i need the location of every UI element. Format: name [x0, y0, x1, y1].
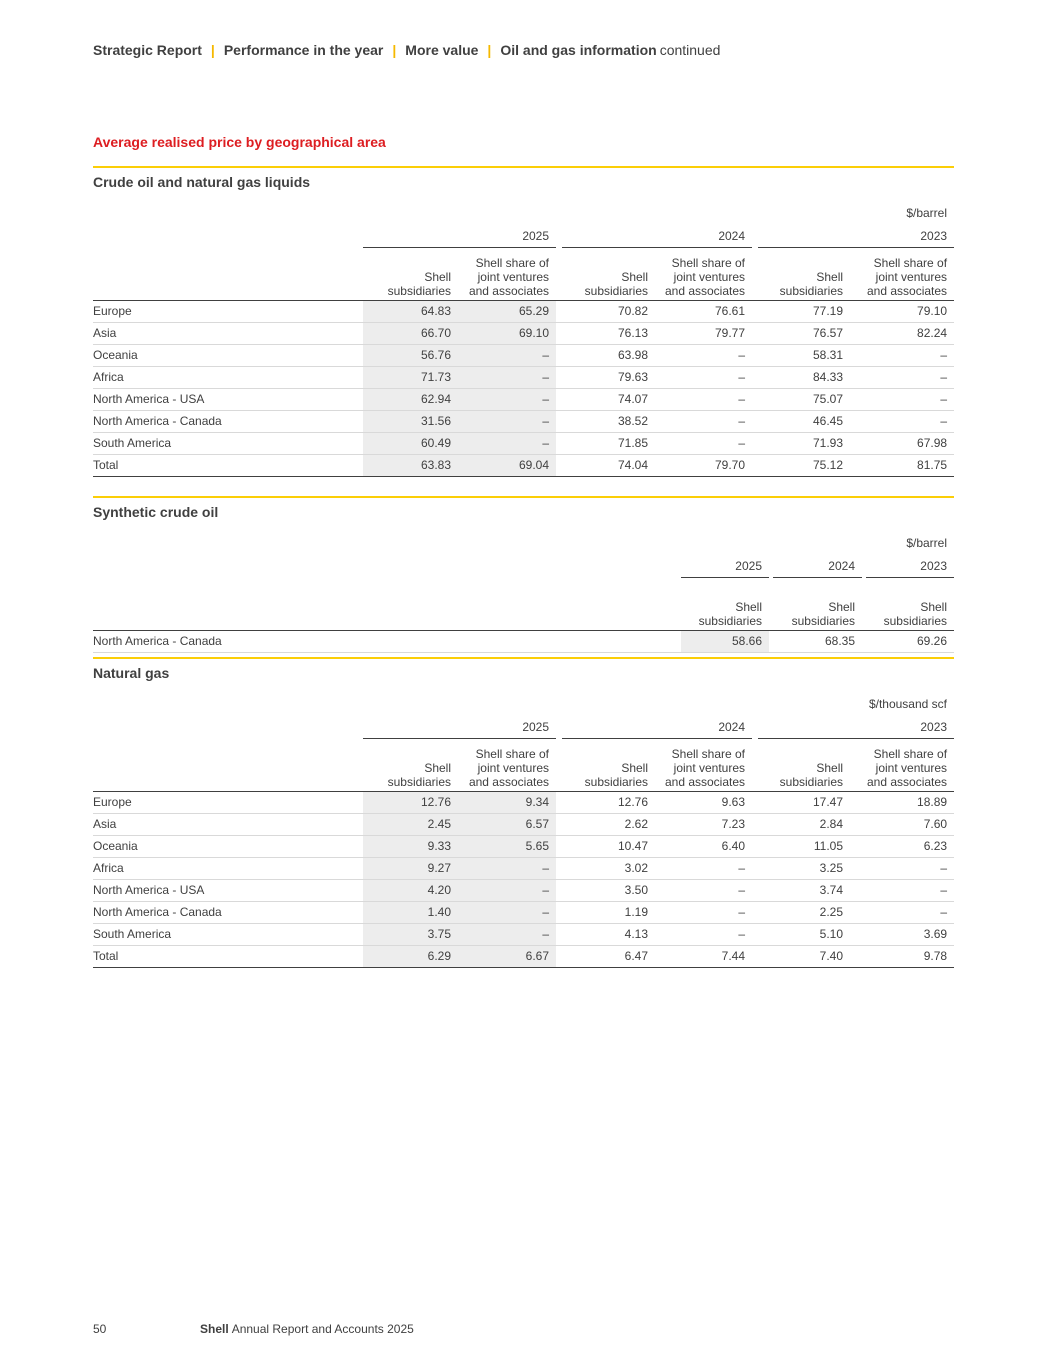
- table-row: [93, 301, 954, 323]
- value-cell: 7.60: [850, 814, 954, 836]
- value-cell: 66.70: [363, 323, 458, 345]
- section-title: Average realised price by geographical area: [93, 134, 386, 150]
- col-shell-subsidiaries: Shell subsidiaries: [562, 248, 655, 301]
- year-2023: 2023: [758, 716, 954, 739]
- column-header-row: [93, 248, 954, 301]
- value-cell: 75.07: [758, 389, 850, 411]
- table-row: [93, 858, 954, 880]
- value-cell: 2.25: [758, 902, 850, 924]
- year-header-row: [93, 555, 954, 578]
- breadcrumb-item[interactable]: More value: [405, 42, 479, 58]
- table-row: [93, 924, 954, 946]
- row-label: North America - USA: [93, 880, 363, 902]
- value-cell: 2.84: [758, 814, 850, 836]
- value-cell: 69.26: [866, 630, 954, 652]
- year-2023: 2023: [866, 555, 954, 578]
- natural-gas-block: [93, 657, 954, 968]
- value-cell: –: [850, 411, 954, 433]
- value-cell: –: [458, 880, 556, 902]
- value-cell: 4.13: [562, 924, 655, 946]
- table-row: [93, 630, 954, 652]
- value-cell: 1.19: [562, 902, 655, 924]
- col-shell-subsidiaries: Shell subsidiaries: [363, 739, 458, 792]
- value-cell: –: [655, 345, 752, 367]
- table-row: [93, 389, 954, 411]
- value-cell: 3.02: [562, 858, 655, 880]
- row-label: North America - Canada: [93, 902, 363, 924]
- value-cell: 64.83: [363, 301, 458, 323]
- crude-oil-unit: $/barrel: [906, 206, 947, 220]
- value-cell: –: [655, 924, 752, 946]
- value-cell: 79.10: [850, 301, 954, 323]
- value-cell: 71.93: [758, 433, 850, 455]
- row-label: Oceania: [93, 345, 363, 367]
- row-label: Oceania: [93, 836, 363, 858]
- page-footer: [93, 1322, 414, 1336]
- value-cell: 6.23: [850, 836, 954, 858]
- table-row: [93, 880, 954, 902]
- value-cell: 79.77: [655, 323, 752, 345]
- column-header-row: [93, 578, 954, 631]
- value-cell: –: [655, 411, 752, 433]
- value-cell: –: [458, 902, 556, 924]
- value-cell: 2.62: [562, 814, 655, 836]
- value-cell: 10.47: [562, 836, 655, 858]
- year-header-row: [93, 716, 954, 739]
- value-cell: 9.63: [655, 792, 752, 814]
- total-row: [93, 946, 954, 968]
- total-row: [93, 455, 954, 477]
- value-cell: 1.40: [363, 902, 458, 924]
- breadcrumb-separator: |: [210, 42, 215, 58]
- value-cell: 9.34: [458, 792, 556, 814]
- col-shell-share-jv: Shell share of joint ventures and associates: [850, 248, 954, 301]
- row-label: South America: [93, 433, 363, 455]
- value-cell: 2.45: [363, 814, 458, 836]
- value-cell: 6.40: [655, 836, 752, 858]
- value-cell: 12.76: [363, 792, 458, 814]
- breadcrumb-suffix: continued: [659, 42, 721, 58]
- row-label: Asia: [93, 814, 363, 836]
- value-cell: –: [458, 433, 556, 455]
- value-cell: 76.57: [758, 323, 850, 345]
- value-cell: 77.19: [758, 301, 850, 323]
- row-label: North America - Canada: [93, 411, 363, 433]
- row-label: Europe: [93, 792, 363, 814]
- value-cell: –: [850, 389, 954, 411]
- value-cell: 31.56: [363, 411, 458, 433]
- value-cell: 3.50: [562, 880, 655, 902]
- breadcrumb-separator: |: [487, 42, 492, 58]
- year-2025: 2025: [363, 716, 556, 739]
- value-cell: 6.29: [363, 946, 458, 968]
- value-cell: 3.74: [758, 880, 850, 902]
- year-2025: 2025: [363, 225, 556, 248]
- value-cell: 6.67: [458, 946, 556, 968]
- value-cell: –: [458, 367, 556, 389]
- value-cell: –: [458, 924, 556, 946]
- natural-gas-title: Natural gas: [93, 665, 170, 681]
- col-shell-share-jv: Shell share of joint ventures and associates: [850, 739, 954, 792]
- year-2023: 2023: [758, 225, 954, 248]
- natural-gas-table: [93, 716, 954, 968]
- breadcrumb: [93, 42, 720, 58]
- breadcrumb-item[interactable]: Performance in the year: [223, 42, 384, 58]
- row-label: Total: [93, 455, 363, 477]
- value-cell: 81.75: [850, 455, 954, 477]
- value-cell: –: [850, 858, 954, 880]
- table-row: [93, 792, 954, 814]
- value-cell: 70.82: [562, 301, 655, 323]
- value-cell: 60.49: [363, 433, 458, 455]
- value-cell: 6.47: [562, 946, 655, 968]
- breadcrumb-separator: |: [392, 42, 397, 58]
- value-cell: –: [458, 411, 556, 433]
- value-cell: –: [458, 389, 556, 411]
- table-row: [93, 345, 954, 367]
- col-shell-subsidiaries: Shell subsidiaries: [758, 248, 850, 301]
- value-cell: –: [850, 345, 954, 367]
- table-row: [93, 367, 954, 389]
- table-row: [93, 323, 954, 345]
- value-cell: 7.23: [655, 814, 752, 836]
- value-cell: 38.52: [562, 411, 655, 433]
- value-cell: –: [655, 433, 752, 455]
- row-label: Asia: [93, 323, 363, 345]
- value-cell: 71.85: [562, 433, 655, 455]
- row-label: Total: [93, 946, 363, 968]
- synthetic-crude-title: Synthetic crude oil: [93, 504, 219, 520]
- value-cell: –: [655, 389, 752, 411]
- value-cell: 69.10: [458, 323, 556, 345]
- synthetic-crude-block: [93, 496, 954, 653]
- value-cell: 9.27: [363, 858, 458, 880]
- year-2025: 2025: [681, 555, 769, 578]
- value-cell: 82.24: [850, 323, 954, 345]
- value-cell: 46.45: [758, 411, 850, 433]
- col-shell-subsidiaries: Shell subsidiaries: [562, 739, 655, 792]
- col-shell-share-jv: Shell share of joint ventures and associates: [458, 248, 556, 301]
- value-cell: 84.33: [758, 367, 850, 389]
- value-cell: –: [850, 902, 954, 924]
- value-cell: 3.69: [850, 924, 954, 946]
- col-shell-subsidiaries: Shell subsidiaries: [363, 248, 458, 301]
- value-cell: 9.33: [363, 836, 458, 858]
- value-cell: 12.76: [562, 792, 655, 814]
- value-cell: 56.76: [363, 345, 458, 367]
- value-cell: 74.04: [562, 455, 655, 477]
- row-label: North America - Canada: [93, 630, 681, 652]
- value-cell: 5.10: [758, 924, 850, 946]
- value-cell: 6.57: [458, 814, 556, 836]
- value-cell: 58.31: [758, 345, 850, 367]
- natural-gas-unit: $/thousand scf: [868, 697, 947, 711]
- value-cell: 4.20: [363, 880, 458, 902]
- footer-brand: Shell: [200, 1322, 229, 1336]
- value-cell: –: [655, 902, 752, 924]
- col-shell-subsidiaries: Shell subsidiaries: [758, 739, 850, 792]
- value-cell: 62.94: [363, 389, 458, 411]
- row-label: South America: [93, 924, 363, 946]
- year-header-row: [93, 225, 954, 248]
- table-row: [93, 902, 954, 924]
- col-shell-share-jv: Shell share of joint ventures and associates: [655, 739, 752, 792]
- col-shell-subsidiaries: Shell subsidiaries: [773, 578, 862, 631]
- year-2024: 2024: [562, 716, 752, 739]
- value-cell: 76.13: [562, 323, 655, 345]
- value-cell: 63.98: [562, 345, 655, 367]
- synthetic-crude-unit: $/barrel: [906, 536, 947, 550]
- value-cell: 3.75: [363, 924, 458, 946]
- value-cell: 7.44: [655, 946, 752, 968]
- value-cell: 75.12: [758, 455, 850, 477]
- value-cell: 79.63: [562, 367, 655, 389]
- row-label: Europe: [93, 301, 363, 323]
- value-cell: –: [458, 858, 556, 880]
- crude-oil-block: [93, 166, 954, 477]
- col-shell-subsidiaries: Shell subsidiaries: [866, 578, 954, 631]
- value-cell: 58.66: [681, 630, 769, 652]
- value-cell: 79.70: [655, 455, 752, 477]
- value-cell: 17.47: [758, 792, 850, 814]
- value-cell: 68.35: [773, 630, 862, 652]
- breadcrumb-item[interactable]: Strategic Report: [93, 42, 202, 58]
- column-header-row: [93, 739, 954, 792]
- value-cell: –: [850, 367, 954, 389]
- footer-text: Annual Report and Accounts 2025: [231, 1322, 414, 1336]
- value-cell: 63.83: [363, 455, 458, 477]
- value-cell: 18.89: [850, 792, 954, 814]
- value-cell: 11.05: [758, 836, 850, 858]
- value-cell: 5.65: [458, 836, 556, 858]
- year-2024: 2024: [562, 225, 752, 248]
- row-label: Africa: [93, 367, 363, 389]
- table-row: [93, 411, 954, 433]
- value-cell: –: [655, 858, 752, 880]
- year-2024: 2024: [773, 555, 862, 578]
- value-cell: 3.25: [758, 858, 850, 880]
- crude-oil-title: Crude oil and natural gas liquids: [93, 174, 311, 190]
- value-cell: –: [850, 880, 954, 902]
- value-cell: –: [458, 345, 556, 367]
- value-cell: 67.98: [850, 433, 954, 455]
- value-cell: –: [655, 367, 752, 389]
- page-number: 50: [93, 1322, 107, 1336]
- table-row: [93, 433, 954, 455]
- value-cell: 76.61: [655, 301, 752, 323]
- col-shell-subsidiaries: Shell subsidiaries: [681, 578, 769, 631]
- value-cell: 71.73: [363, 367, 458, 389]
- table-row: [93, 836, 954, 858]
- value-cell: 7.40: [758, 946, 850, 968]
- value-cell: 65.29: [458, 301, 556, 323]
- table-row: [93, 814, 954, 836]
- row-label: North America - USA: [93, 389, 363, 411]
- value-cell: –: [655, 880, 752, 902]
- crude-oil-table: [93, 225, 954, 477]
- value-cell: 74.07: [562, 389, 655, 411]
- row-label: Africa: [93, 858, 363, 880]
- value-cell: 9.78: [850, 946, 954, 968]
- synthetic-crude-table: [93, 555, 954, 653]
- col-shell-share-jv: Shell share of joint ventures and associates: [458, 739, 556, 792]
- value-cell: 69.04: [458, 455, 556, 477]
- breadcrumb-item[interactable]: Oil and gas information: [500, 42, 657, 58]
- col-shell-share-jv: Shell share of joint ventures and associates: [655, 248, 752, 301]
